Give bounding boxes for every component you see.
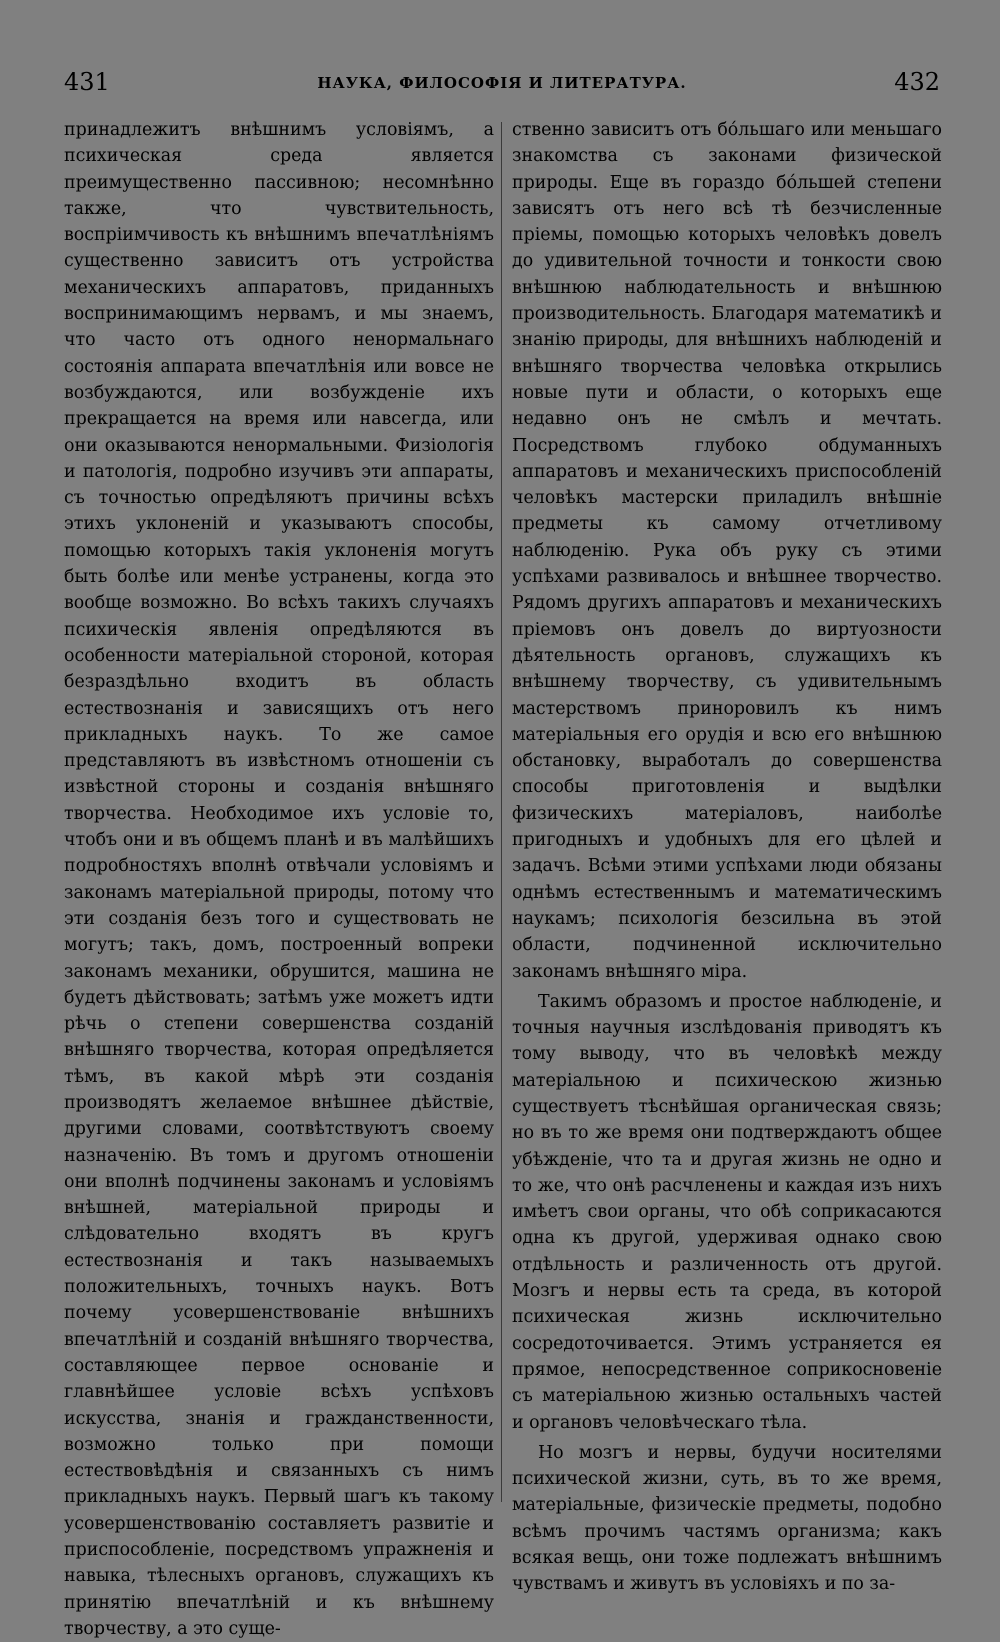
right-column — [512, 117, 942, 1598]
page-number-right: 432 — [894, 68, 940, 96]
page-number-left: 431 — [64, 68, 110, 96]
paragraph: Такимъ образомъ и простое наблюденіе, и точныя научныя изслѣдованія приводятъ къ тому выводу, что въ человѣкѣ между матеріальною и психическою жизнью существуетъ тѣснѣйшая органическая связь; но въ то же время они подтверждаютъ общее убѣжденіе, что та и другая жизнь не одно и то же, что онѣ расчленены и каждая изъ нихъ имѣетъ свои органы, что обѣ соприкасаются одна къ другой, удерживая однако свою отдѣльность и различенность отъ другой. Мозгъ и нервы есть та среда, въ которой психическая жизнь исключительно сосредоточивается. Этимъ устраняется ея прямое, непосредственное соприкосновеніе съ матеріальною жизнью остальныхъ частей и органовъ человѣческаго тѣла. — [512, 991, 942, 1433]
paragraph: Но мозгъ и нервы, будучи носителями психической жизни, суть, въ то же время, матеріальные, физическіе предметы, подобно всѣмъ прочимъ частямъ организма; какъ всякая вещь, они тоже подлежатъ внѣшнимъ чувствамъ и живутъ въ условіяхъ и по за- — [512, 1442, 942, 1595]
running-title: НАУКА, ФИЛОСОФІЯ И ЛИТЕРАТУРА. — [317, 74, 687, 92]
left-column — [64, 117, 494, 1642]
page-header — [64, 66, 940, 100]
column-divider — [501, 122, 502, 1502]
paragraph: ственно зависитъ отъ бóльшаго или меньшаго знакомства съ законами физической природы. Еще въ гораздо бóльшей степени зависятъ отъ него всѣ тѣ безчисленные пріемы, помощью которыхъ человѣкъ довелъ до удивительной точности и тонкости свою внѣшнюю наблюдательность и внѣшнюю производительность. Благодаря математикѣ и знанію природы, для внѣшнихъ наблюденій и внѣшняго творчества человѣка открылись новые пути и области, о которыхъ еще недавно онъ не смѣлъ и мечтать. Посредствомъ глубоко обдуманныхъ аппаратовъ и механическихъ приспособленій человѣкъ мастерски приладилъ внѣшніе предметы къ самому отчетливому наблюденію. Рука объ руку съ этими успѣхами развивалось и внѣшнее творчество. Рядомъ другихъ аппаратовъ и механическихъ пріемовъ онъ довелъ до виртуозности дѣятельность органовъ, служащихъ къ внѣшнему творчеству, съ удивительнымъ мастерствомъ приноровилъ къ нимъ матеріальныя его орудія и всю его внѣшнюю обстановку, выработалъ до совершенства способы приготовленія и выдѣлки физическихъ матеріаловъ, наиболѣе пригодныхъ и удобныхъ для его цѣлей и задачъ. Всѣми этими успѣхами люди обязаны однѣмъ естественнымъ и математическимъ наукамъ; психологія безсильна въ этой области, подчиненной исключительно законамъ внѣшняго міра. — [512, 120, 942, 982]
paragraph: принадлежитъ внѣшнимъ условіямъ, а психическая среда является преимущественно пассивною; несомнѣнно также, что чувствительность, воспріимчивость къ внѣшнимъ впечатлѣніямъ существенно зависитъ отъ устройства механическихъ аппаратовъ, приданныхъ воспринимающимъ нервамъ, и мы знаемъ, что часто отъ одного ненормальнаго состоянія аппарата впечатлѣнія или вовсе не возбуждаются, или возбужденіе ихъ прекращается на время или навсегда, или они оказываются ненормальными. Физіологія и патологія, подробно изучивъ эти аппараты, съ точностью опредѣляютъ причины всѣхъ этихъ уклоненій и указываютъ способы, помощью которыхъ такія уклоненія могутъ быть болѣе или менѣе устранены, когда это вообще возможно. Во всѣхъ такихъ случаяхъ психическія явленія опредѣляются въ особенности матеріальной стороной, которая безраздѣльно входитъ въ область естествознанія и зависящихъ отъ него прикладныхъ наукъ. То же самое представляютъ въ извѣстномъ отношеніи съ извѣстной стороны и созданія внѣшняго творчества. Необходимое ихъ условіе то, чтобъ они и въ общемъ планѣ и въ малѣйшихъ подробностяхъ вполнѣ отвѣчали условіямъ и законамъ матеріальной природы, потому что эти созданія безъ того и существовать не могутъ; такъ, домъ, построенный вопреки законамъ механики, обрушится, машина не будетъ дѣйствовать; затѣмъ уже можетъ идти рѣчь о степени совершенства созданій внѣшняго творчества, которая опредѣляется тѣмъ, въ какой мѣрѣ эти созданія производятъ желаемое внѣшнее дѣйствіе, другими словами, соотвѣтствуютъ своему назначенію. Въ томъ и другомъ отношеніи они вполнѣ подчинены законамъ и условіямъ внѣшней, матеріальной природы и слѣдовательно входятъ въ кругъ естествознанія и такъ называемыхъ положительныхъ, точныхъ наукъ. Вотъ почему усовершенствованіе внѣшнихъ впечатлѣній и созданій внѣшняго творчества, составляющее первое основаніе и главнѣйшее условіе всѣхъ успѣховъ искусства, знанія и гражданственности, возможно только при помощи естествовѣдѣнія и связанныхъ съ нимъ прикладныхъ наукъ. Первый шагъ къ такому усовершенствованію составляетъ развитіе и приспособленіе, посредствомъ упражненія и навыка, тѣлесныхъ органовъ, служащихъ къ принятію впечатлѣній и къ внѣшнему творчеству, а это суще- — [64, 120, 494, 1639]
